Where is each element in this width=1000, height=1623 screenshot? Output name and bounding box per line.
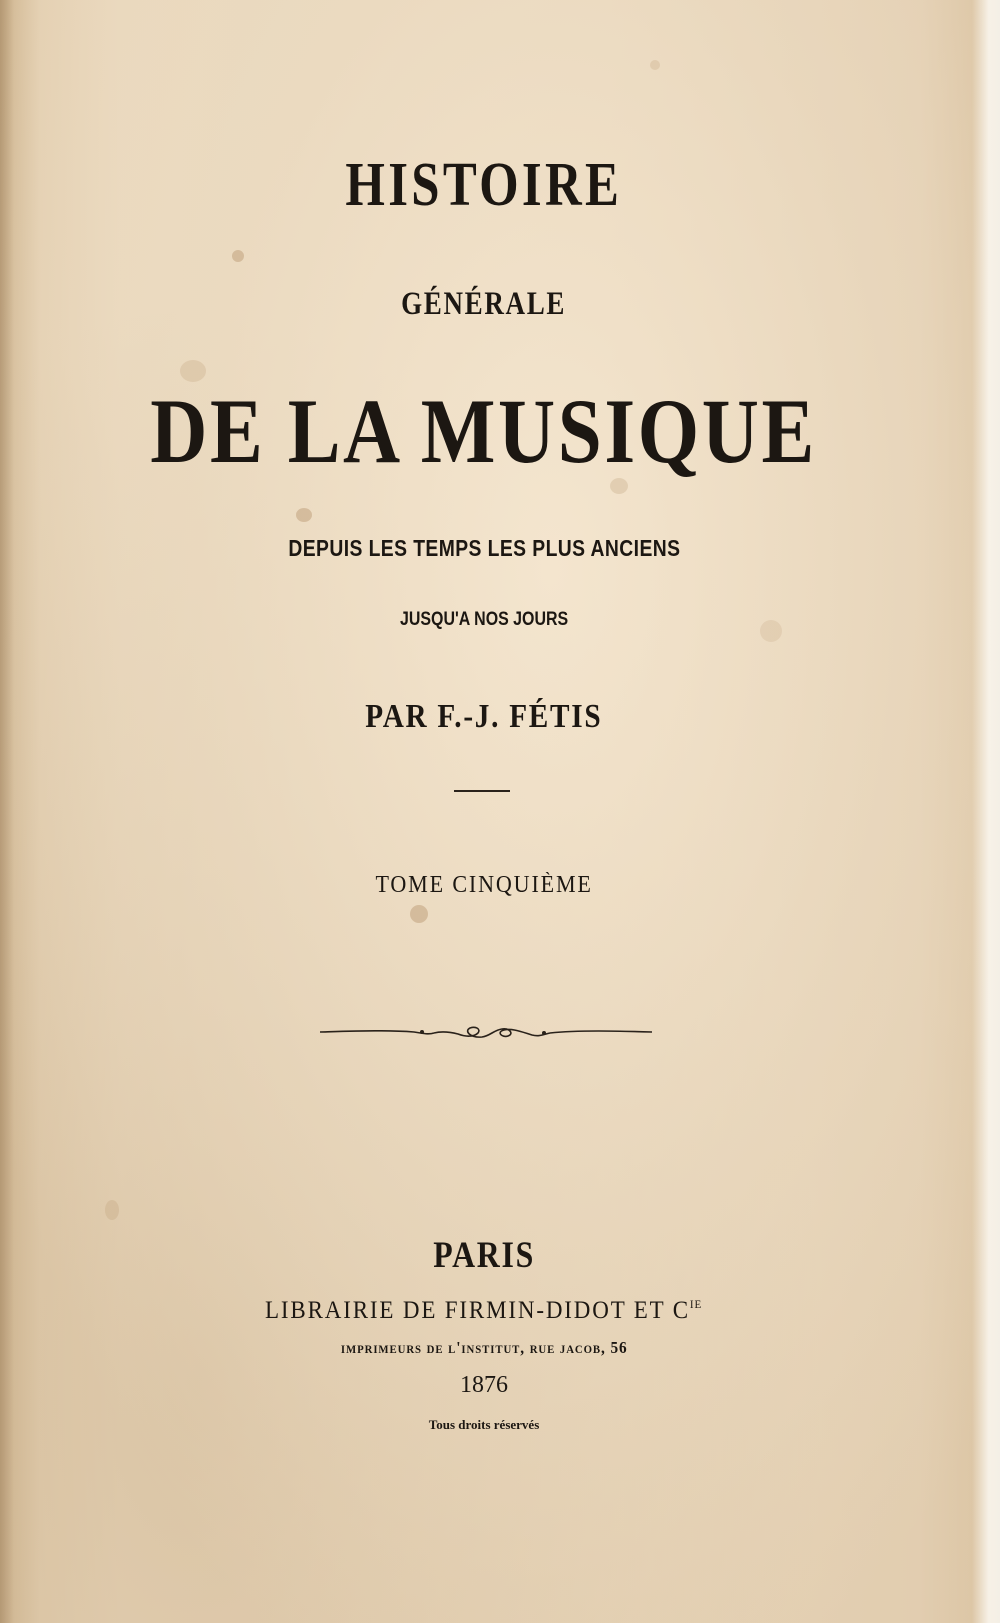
foxing-spot <box>232 250 244 262</box>
author-line: PAR F.-J. FÉTIS <box>365 698 603 735</box>
volume-line: TOME CINQUIÈME <box>375 872 593 898</box>
page-edge <box>972 0 1000 1623</box>
foxing-spot <box>296 508 312 522</box>
title-line-1: HISTOIRE <box>345 151 623 219</box>
short-rule <box>454 790 510 792</box>
subtitle-line-2: JUSQU'A NOS JOURS <box>399 609 569 630</box>
imprint-year: 1876 <box>460 1372 508 1398</box>
imprint-publisher: LIBRAIRIE DE FIRMIN-DIDOT ET $C^{IE}$ <box>265 1297 703 1324</box>
flourish-ornament <box>318 1020 654 1044</box>
imprint-rights: Tous droits réservés <box>428 1417 540 1432</box>
title-line-2: GÉNÉRALE <box>401 286 567 322</box>
imprint-city: PARIS <box>433 1235 535 1276</box>
foxing-spot <box>410 905 428 923</box>
foxing-spot <box>180 360 206 382</box>
title-line-3: DE LA MUSIQUE <box>150 380 818 482</box>
imprint-printer: imprimeurs de l'institut, rue jacob, 56 <box>340 1338 628 1357</box>
publisher-suffix: IE <box>690 1297 703 1311</box>
subtitle-line-1: DEPUIS LES TEMPS LES PLUS ANCIENS <box>287 535 681 561</box>
foxing-spot <box>105 1200 119 1220</box>
foxing-spot <box>650 60 660 70</box>
